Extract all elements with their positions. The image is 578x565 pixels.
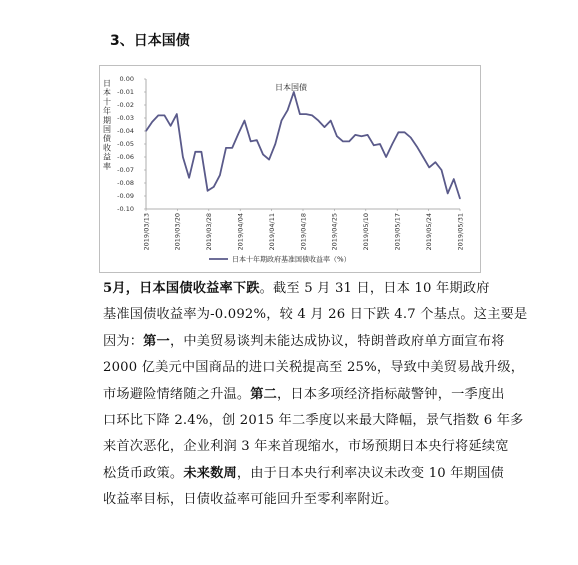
data-point — [145, 130, 146, 131]
y-axis-label-char: 益 — [103, 152, 111, 162]
y-axis-label-char: 债 — [103, 134, 111, 144]
y-tick-label: -0.07 — [117, 166, 134, 175]
y-tick-label: -0.02 — [117, 101, 134, 110]
paragraph-line — [103, 487, 483, 513]
text-run: 口环比下降 2.4%，创 2015 年二季度以来最大降幅，景气指数 6 年多 — [103, 413, 524, 429]
data-point — [152, 121, 153, 122]
data-point — [201, 151, 202, 152]
data-point — [158, 115, 159, 116]
data-point — [404, 132, 405, 133]
x-tick-label: 2019/04/04 — [236, 213, 245, 251]
x-tick-label: 2019/03/28 — [205, 213, 214, 251]
data-point — [170, 125, 171, 126]
data-point — [244, 120, 245, 121]
y-axis-label-char: 年 — [103, 106, 111, 116]
y-tick-label: 0.00 — [119, 75, 134, 84]
section-heading: 3、日本国债 — [110, 33, 190, 49]
y-axis-label-char: 本 — [103, 88, 111, 98]
data-point — [305, 114, 306, 115]
text-run: ，中美贸易谈判未能达成协议，特朗普政府单方面宣布将 — [169, 333, 505, 349]
data-point — [182, 156, 183, 157]
text-run: 2000 亿美元中国商品的进口关税提高至 25%，导致中美贸易战升级， — [103, 360, 525, 376]
x-tick-label: 2019/04/11 — [267, 213, 276, 251]
data-point — [373, 145, 374, 146]
y-tick-label: -0.08 — [117, 179, 134, 188]
bold-text: 5月，日本国债收益率下跌 — [103, 281, 260, 296]
data-point — [232, 147, 233, 148]
analysis-paragraph — [103, 276, 528, 514]
data-point — [355, 134, 356, 135]
y-tick-label: -0.06 — [117, 153, 134, 162]
paragraph-line — [103, 302, 528, 328]
data-point — [318, 120, 319, 121]
data-point — [238, 133, 239, 134]
x-tick-label: 2019/05/17 — [393, 213, 402, 251]
text-run: 。截至 5 月 31 日，日本 10 年期政府 — [259, 281, 490, 296]
y-tick-label: -0.04 — [117, 127, 134, 136]
chart-title: 日本国债 — [275, 83, 307, 92]
y-tick-label: -0.09 — [117, 192, 134, 201]
data-point — [367, 134, 368, 135]
data-point — [453, 179, 454, 180]
data-point — [410, 137, 411, 138]
data-point — [188, 177, 189, 178]
y-tick-label: -0.01 — [117, 88, 134, 97]
data-point — [213, 186, 214, 187]
line-chart-svg — [100, 66, 480, 272]
x-tick-label: 2019/04/25 — [330, 213, 339, 251]
data-point — [342, 141, 343, 142]
data-point — [386, 156, 387, 157]
data-point — [361, 136, 362, 137]
paragraph-line — [103, 355, 525, 381]
data-point — [441, 169, 442, 170]
text-run: ，由于日本央行利率决议未改变 10 年期国债 — [236, 465, 504, 481]
text-run: 因为： — [103, 333, 144, 349]
paragraph-line — [103, 434, 509, 460]
paragraph-line — [103, 382, 505, 408]
data-point — [312, 115, 313, 116]
y-axis-label-char: 期 — [103, 115, 111, 125]
y-tick-label: -0.10 — [117, 205, 134, 214]
data-point — [195, 151, 196, 152]
paragraph-line — [103, 276, 490, 302]
x-tick-label: 2019/05/31 — [456, 213, 465, 251]
bond-yield-chart — [99, 65, 481, 273]
text-run: 松货币政策。 — [103, 465, 184, 481]
legend-label: 日本十年期政府基准国债收益率（%） — [232, 255, 351, 264]
x-tick-label: 2019/03/20 — [173, 213, 182, 251]
data-point — [336, 136, 337, 137]
data-point — [349, 141, 350, 142]
data-point — [225, 147, 226, 148]
data-point — [416, 146, 417, 147]
x-tick-label: 2019/04/18 — [299, 213, 308, 251]
y-axis-label-char: 十 — [103, 97, 111, 107]
data-point — [330, 120, 331, 121]
data-point — [287, 110, 288, 111]
data-point — [422, 156, 423, 157]
y-tick-label: -0.05 — [117, 140, 134, 149]
data-point — [398, 132, 399, 133]
paragraph-line — [103, 329, 505, 355]
data-point — [459, 198, 460, 199]
x-tick-label: 2019/05/10 — [362, 213, 371, 251]
data-point — [250, 141, 251, 142]
data-point — [324, 127, 325, 128]
data-point — [275, 143, 276, 144]
text-run: 基准国债收益率为-0.092%，较 4 月 26 日下跌 4.7 个基点。这主要是 — [103, 307, 528, 323]
data-point — [219, 175, 220, 176]
text-run: 市场避险情绪随之升温。 — [103, 386, 251, 402]
y-axis-label-char: 国 — [103, 125, 111, 134]
y-axis-label-char: 收 — [103, 143, 111, 153]
x-tick-label: 2019/03/13 — [142, 213, 151, 251]
data-point — [299, 114, 300, 115]
paragraph-line — [103, 461, 504, 487]
paragraph-line — [103, 408, 524, 434]
text-run: 收益率目标，日债收益率可能回升至零利率附近。 — [103, 492, 398, 508]
bold-text: 未来数周 — [183, 465, 237, 481]
y-axis-label-char: 日 — [103, 79, 111, 88]
y-tick-label: -0.03 — [117, 114, 134, 123]
series-line — [146, 92, 460, 199]
data-point — [429, 167, 430, 168]
text-run: ，日本多项经济指标敲警钟，一季度出 — [277, 386, 505, 402]
data-point — [262, 154, 263, 155]
bold-text: 第一 — [143, 333, 170, 349]
data-point — [435, 162, 436, 163]
data-point — [176, 114, 177, 115]
x-tick-label: 2019/05/24 — [424, 213, 433, 251]
text-run: 来首次恶化，企业利润 3 年来首现缩水，市场预期日本央行将延续宽 — [103, 439, 509, 455]
data-point — [207, 190, 208, 191]
data-point — [379, 143, 380, 144]
data-point — [447, 193, 448, 194]
data-point — [256, 140, 257, 141]
data-point — [164, 115, 165, 116]
y-axis-label-char: 率 — [103, 161, 111, 171]
data-point — [269, 159, 270, 160]
bold-text: 第二 — [250, 386, 278, 402]
data-point — [392, 143, 393, 144]
data-point — [281, 120, 282, 121]
